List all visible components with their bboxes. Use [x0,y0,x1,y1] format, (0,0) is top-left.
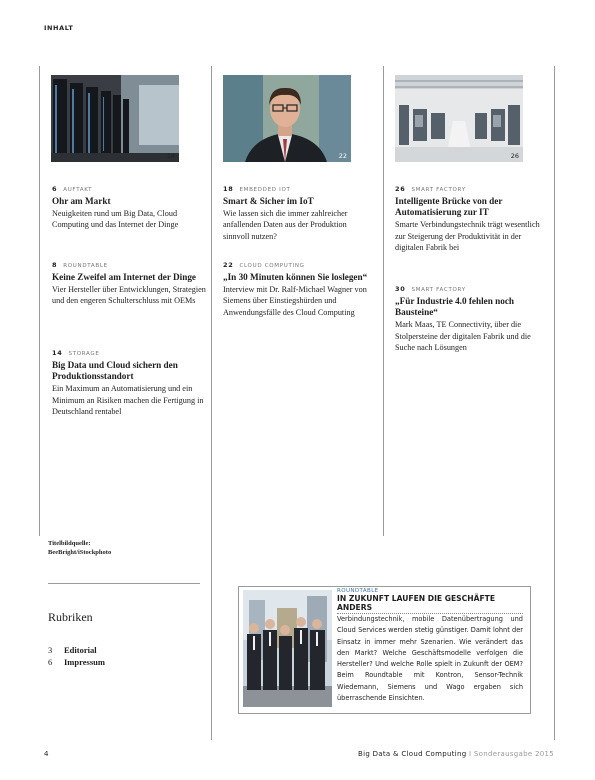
portrait-illustration [223,75,351,162]
cover-image-credit [48,539,111,557]
article-image-portrait[interactable] [223,75,351,162]
entry-page: 26 [395,185,406,193]
rubriken-divider [48,583,200,584]
entry-description: Ein Maximum an Automatisierung und ein Minimum an Risiken machen die Fertigung in Deutschland rentabel [52,384,204,416]
entry-category: SMART FACTORY [411,187,466,193]
entry-category: CLOUD COMPUTING [239,263,305,269]
column-divider [211,66,212,536]
entry-title: „In 30 Minuten können Sie loslegen“ [223,272,368,282]
factory-hall-illustration [395,75,523,162]
entry-page: 30 [395,285,406,293]
article-image-server-racks[interactable] [51,75,179,162]
entry-title: Ohr am Markt [52,196,111,206]
section-label: INHALT [44,24,74,32]
entry-category: STORAGE [68,351,100,357]
entry-description: Wie lassen sich die immer zahlreicher anfallenden Daten aus der Produktion sinnvoll nutzen? [223,209,348,241]
rubrik-label: Impressum [64,657,105,667]
rubrik-label: Editorial [64,645,97,655]
image-page-number: 22 [338,152,347,160]
entry-description: Mark Maas, TE Connectivity, über die Stolpersteine der digitalen Fabrik und die Suche nach Lösungen [395,320,531,352]
roundtable-group-photo [243,590,332,707]
entry-page: 22 [223,261,234,269]
entry-title: Keine Zweifel am Internet der Dinge [52,272,196,282]
toc-entry[interactable] [52,185,206,231]
server-racks-illustration [51,75,179,162]
footer-publication-title: Big Data & Cloud Computing [357,750,467,758]
column-divider [383,66,384,536]
group-photo-illustration [243,590,332,707]
toc-entry[interactable] [395,285,545,353]
entry-category: SMART FACTORY [411,287,466,293]
entry-page: 18 [223,185,234,193]
image-page-number: 14 [166,152,175,160]
entry-description: Smarte Verbindungstechnik trägt wesentlich zur Steigerung der Produktivität in der digitalen Fabrik bei [395,220,540,252]
roundtable-teaser-text [337,588,523,704]
entry-category: EMBEDDED IOT [239,187,291,193]
toc-entry[interactable] [52,349,206,417]
toc-entry[interactable] [223,185,375,242]
entry-description: Interview mit Dr. Ralf-Michael Wagner von Siemens über Einstiegshürden und Anwendungsfälle des Cloud Computing [223,285,367,317]
column-divider [39,66,40,536]
footer-page-number: 4 [44,750,49,758]
roundtable-body: Verbindungstechnik, mobile Datenübertragung und Cloud Services werden stetig günstiger. Damit lohnt der Einsatz in immer mehr Szenarien. Wie verändert das den Markt? Welche Geschäftsmodelle verfolgen die Hersteller? Und welche Rolle spielt in Zukunft der OEM? Beim Roundtable mit Kontron, Sensor-Technik Wiedemann, Siemens und Wago ergaben sich überraschende Einsichten. [337,615,523,703]
toc-entry[interactable] [223,261,375,318]
entry-title: Intelligente Brücke von der Automatisierung zur IT [395,196,503,218]
entry-page: 8 [52,261,58,269]
footer-publication: Big Data & Cloud Computing I Sonderausgabe 2015 [357,750,554,758]
entry-page: 14 [52,349,63,357]
roundtable-title: IN ZUKUNFT LAUFEN DIE GESCHÄFTE ANDERS [337,594,523,614]
entry-category: ROUNDTABLE [63,263,108,269]
entry-description: Neuigkeiten rund um Big Data, Cloud Computing und das Internet der Dinge [52,209,179,230]
column-divider [211,536,212,740]
rubrik-page: 3 [48,645,53,655]
entry-title: „Für Industrie 4.0 fehlen noch Bausteine“ [395,296,515,318]
image-page-number: 26 [510,152,519,160]
rubrik-item-impressum[interactable] [48,657,105,667]
credit-source: BeeBright/iStockphoto [48,549,112,556]
entry-page: 6 [52,185,58,193]
rubriken-heading: Rubriken [48,610,93,624]
roundtable-kicker: ROUNDTABLE [337,588,379,594]
entry-title: Big Data und Cloud sichern den Produktionsstandort [52,360,178,382]
article-image-factory-hall[interactable] [395,75,523,162]
toc-entry[interactable] [52,261,206,307]
column-divider [554,66,555,740]
entry-description: Vier Hersteller über Entwicklungen, Strategien und den engeren Schulterschluss mit OEMs [52,285,206,306]
toc-entry[interactable] [395,185,545,253]
rubrik-page: 6 [48,657,53,667]
credit-label: Titelbildquelle: [48,540,91,547]
entry-category: AUFTAKT [63,187,93,193]
rubrik-item-editorial[interactable] [48,645,97,655]
entry-title: Smart & Sicher im IoT [223,196,314,206]
footer-edition: Sonderausgabe 2015 [473,750,554,758]
